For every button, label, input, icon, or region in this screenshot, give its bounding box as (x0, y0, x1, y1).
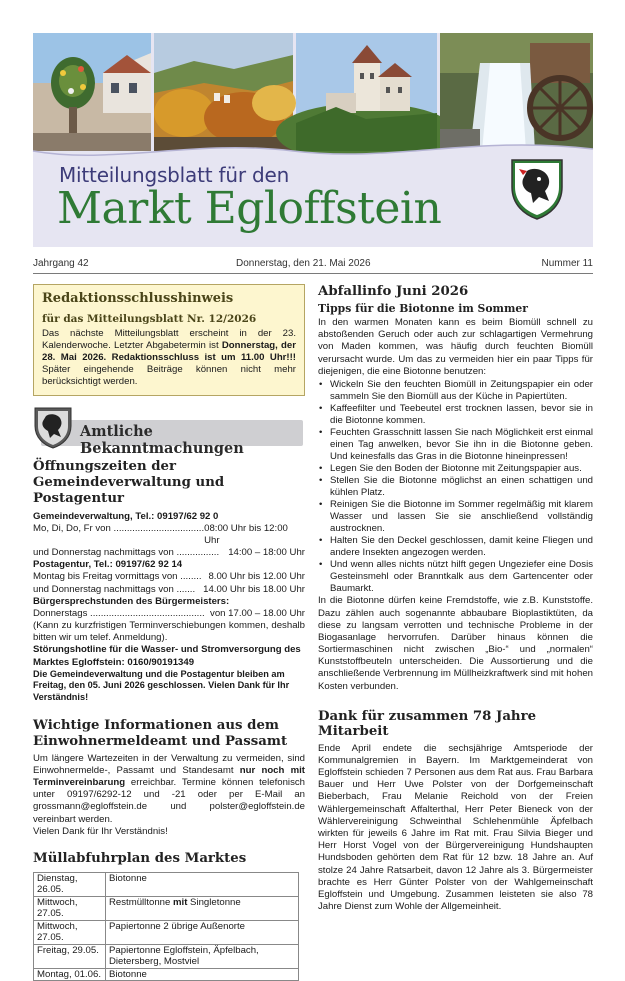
collection-date: Mittwoch, 27.05. (34, 920, 106, 944)
hours-row: Mo, Di, Do, Fr von .................................. 08:00 Uhr bis 12:00 Uhr (33, 522, 288, 546)
coat-of-arms-icon (509, 157, 565, 221)
redaktion-notice-box (33, 284, 305, 396)
list-item: • Halten Sie den Deckel geschlossen, damit keine Fliegen und andere Insekten angezogen werden. (318, 535, 593, 559)
sprechstunden-note: (Kann zu kurzfristigen Terminverschiebungen kommen, deshalb bitten wir um telef. Anmeldung). (33, 620, 305, 644)
hours-row: Montag bis Freitag vormittags von ........ 8.00 Uhr bis 12.00 Uhr (33, 571, 305, 583)
einwohnermeldeamt-thanks: Vielen Dank für Ihr Verständnis! (33, 825, 168, 837)
collection-item: Restmülltonne mit Singletonne (106, 896, 299, 920)
collection-date: Dienstag, 26.05. (34, 872, 106, 896)
coat-of-arms-small-icon (33, 406, 73, 450)
collection-date: Freitag, 29.05. (34, 944, 106, 968)
hours-row: Donnerstags ........................................... von 17.00 – 18.00 Uhr (33, 607, 305, 619)
abfallinfo-outro: In die Biotonne dürfen keine Fremdstoffe, wie z.B. Kunststoffe. Dazu zählen auch sogenannte abbaubare Bioplastiktüten, da diese zu langsam verrotten und technische Probleme in der Biogasanlage hervorrufen. Darüber hinaus können die Sortiermaschinen nicht zwischen „Bio-“ und „normalen“ Kunststoffbeuteln unterscheiden. Die Aussortierung und die anschließende Verbrennung im Müllheizkraftwerk sind mit hohen Kosten verbunden. (318, 595, 593, 692)
buergersprechstunden-heading: Bürgersprechstunden des Bürgermeisters: (33, 595, 230, 607)
amtliche-label: Amtliche Bekanntmachungen (80, 422, 244, 457)
table-row (34, 872, 299, 896)
redaktion-subtitle: für das Mitteilungsblatt Nr. 12/2026 (42, 313, 257, 326)
divider (33, 273, 593, 274)
muellabfuhr-table (33, 872, 299, 981)
list-item: • Legen Sie den Boden der Biotonne mit Zeitungspapier aus. (318, 463, 593, 475)
issue-date: Donnerstag, den 21. Mai 2026 (236, 258, 371, 269)
list-item: • Wickeln Sie den feuchten Biomüll in Zeitungspapier ein oder sammeln Sie den Biomüll aus der Küche in Papiertüten. (318, 379, 593, 403)
left-column (33, 284, 305, 981)
collection-item: Biotonne (106, 968, 299, 981)
einwohnermeldeamt-title: Wichtige Informationen aus dem Einwohnermeldeamt und Passamt (33, 717, 288, 749)
collection-item: Papiertonne 2 übrige Außenorte (106, 920, 299, 944)
collection-date: Mittwoch, 27.05. (34, 896, 106, 920)
masthead-subtitle: Mitteilungsblatt für den (59, 163, 290, 187)
amtliche-bekanntmachungen-banner (33, 406, 305, 457)
issue-year: Jahrgang 42 (33, 258, 89, 269)
dank-title: Dank für zusammen 78 Jahre Mitarbeit (318, 708, 537, 739)
oeffnungszeiten-section (33, 459, 305, 704)
hours-row: und Donnerstag nachmittags von ................ 14:00 – 18:00 Uhr (33, 547, 305, 559)
einwohnermeldeamt-section (33, 718, 305, 838)
issue-info-line (33, 255, 593, 277)
masthead-title: Markt Egloffstein (57, 183, 442, 234)
list-item: • Stellen Sie die Biotonne möglichst an einen schattigen und kühlen Platz. (318, 475, 593, 499)
right-column (318, 284, 593, 913)
einwohnermeldeamt-text: Um längere Wartezeiten in der Verwaltung zu vermeiden, sind Einwohnermelde-, Passamt und Standesamt nur noch mit Terminvereinbarung erreichbar. Termine können telefonisch unter 09197/6292-12 und -21 oder per E-Mail an grossmann@egloffstein.de und polster@egloffstein.de vereinbart werden. (33, 752, 306, 825)
table-row (34, 944, 299, 968)
dank-text: Ende April endete die sechsjährige Amtsperiode der Kommunalgremien in Bayern. Im Marktgemeinderat von Egloffstein schieden 7 Personen aus dem Rat aus. Frau Barbara Bauer und Herr Uwe Polster von der Dorfgemeinschaft Bieberbach, Frau Melanie Reichold von der Freien Wählergemeinschaft Affalterthal, Herr Peter Bieneck von der Wählervereinigung Schweinthal Schlehenmühle Äpfelbach wirkten für jeweils 6 Jahre im Rat mit. Frau Silvia Bieger und Herr Horst Vogel von der Bürgervereinigung Hundshaupten Hundsboden gehörten dem Rat für 12 bzw. 18 Jahre an. Auf stolze 24 Jahre Ratsarbeit, davon 12 Jahre als 3. Bürgermeister brachte es Herr Günter Polster von der Wahlgemeinschaft Egloffstein und Umgebung. Zusammen leisteten sie also 78 Jahre Dienst zum Wohle der Allgemeinheit. (318, 742, 593, 913)
stoerungshotline: Störungshotline für die Wasser- und Stromversorgung des Marktes Egloffstein: 0160/90191349 (33, 644, 301, 668)
list-item: • Reinigen Sie die Biotonne im Sommer regelmäßig mit klarem Wasser und lassen Sie sie anschließend vollständig austrocknen. (318, 499, 593, 535)
redaktion-title: Redaktionsschlusshinweis (42, 291, 234, 306)
oeffnungszeiten-title: Öffnungszeiten der Gemeindeverwaltung und Postagentur (33, 458, 225, 506)
closure-notice: Die Gemeindeverwaltung und die Postagentur bleiben am Freitag, den 05. Juni 2026 geschlossen. Vielen Dank für Ihr Verständnis! (33, 668, 290, 703)
biotonne-tips-list (318, 379, 593, 596)
collection-item: Biotonne (106, 872, 299, 896)
table-row (34, 968, 299, 981)
gemeindeverwaltung-heading: Gemeindeverwaltung, Tel.: 09197/62 92 0 (33, 510, 219, 522)
abfallinfo-intro: In den warmen Monaten kann es beim Biomüll schnell zu abstoßenden Geruch oder auch zur schlagartigen Vermehrung von Maden kommen, was häufig durch feuchten Biomüll verursacht wurde. Um das zu vermeiden hier ein paar Tipps für diejenigen, die eine Biotonne benutzen: (318, 317, 593, 377)
table-row (34, 920, 299, 944)
abfallinfo-subtitle: Tipps für die Biotonne im Sommer (318, 302, 528, 315)
postagentur-heading: Postagentur, Tel.: 09197/62 92 14 (33, 559, 183, 571)
muellabfuhr-section (33, 851, 305, 981)
abfallinfo-title: Abfallinfo Juni 2026 (318, 284, 469, 299)
list-item: • Feuchten Grasschnitt lassen Sie nach Möglichkeit erst einmal einen Tag anwelken, bevor Sie ihn in die Biotonne geben. Und keinesfalls das Gras in die Biotonne hineinpressen! (318, 427, 593, 463)
hours-row: und Donnerstag nachmittags von ....... 14.00 Uhr bis 18.00 Uhr (33, 583, 305, 595)
masthead (33, 33, 593, 247)
collection-date: Montag, 01.06. (34, 968, 106, 981)
redaktion-text: Das nächste Mitteilungsblatt erscheint in der 23. Kalenderwoche. Letzter Abgabetermin ist Donnerstag, der 28. Mai 2026. Redaktionsschluss ist um 11.00 Uhr!!! Später eingehende Beiträge können nicht mehr berücksichtigt werden. (42, 328, 296, 387)
muellabfuhr-title: Müllabfuhrplan des Marktes (33, 850, 247, 866)
list-item: • Kaffeefilter und Teebeutel erst trocknen lassen, bevor sie in die Biotonne kommen. (318, 403, 593, 427)
list-item: • Und wenn alles nichts nützt hilft gegen Ungeziefer eine Dosis Gesteinsmehl oder Branntkalk aus dem Gartencenter oder Baumarkt. (318, 559, 593, 595)
table-row (34, 896, 299, 920)
issue-number: Nummer 11 (541, 258, 593, 269)
collection-item: Papiertonne Egloffstein, Äpfelbach, Dietersberg, Mostviel (106, 944, 299, 968)
